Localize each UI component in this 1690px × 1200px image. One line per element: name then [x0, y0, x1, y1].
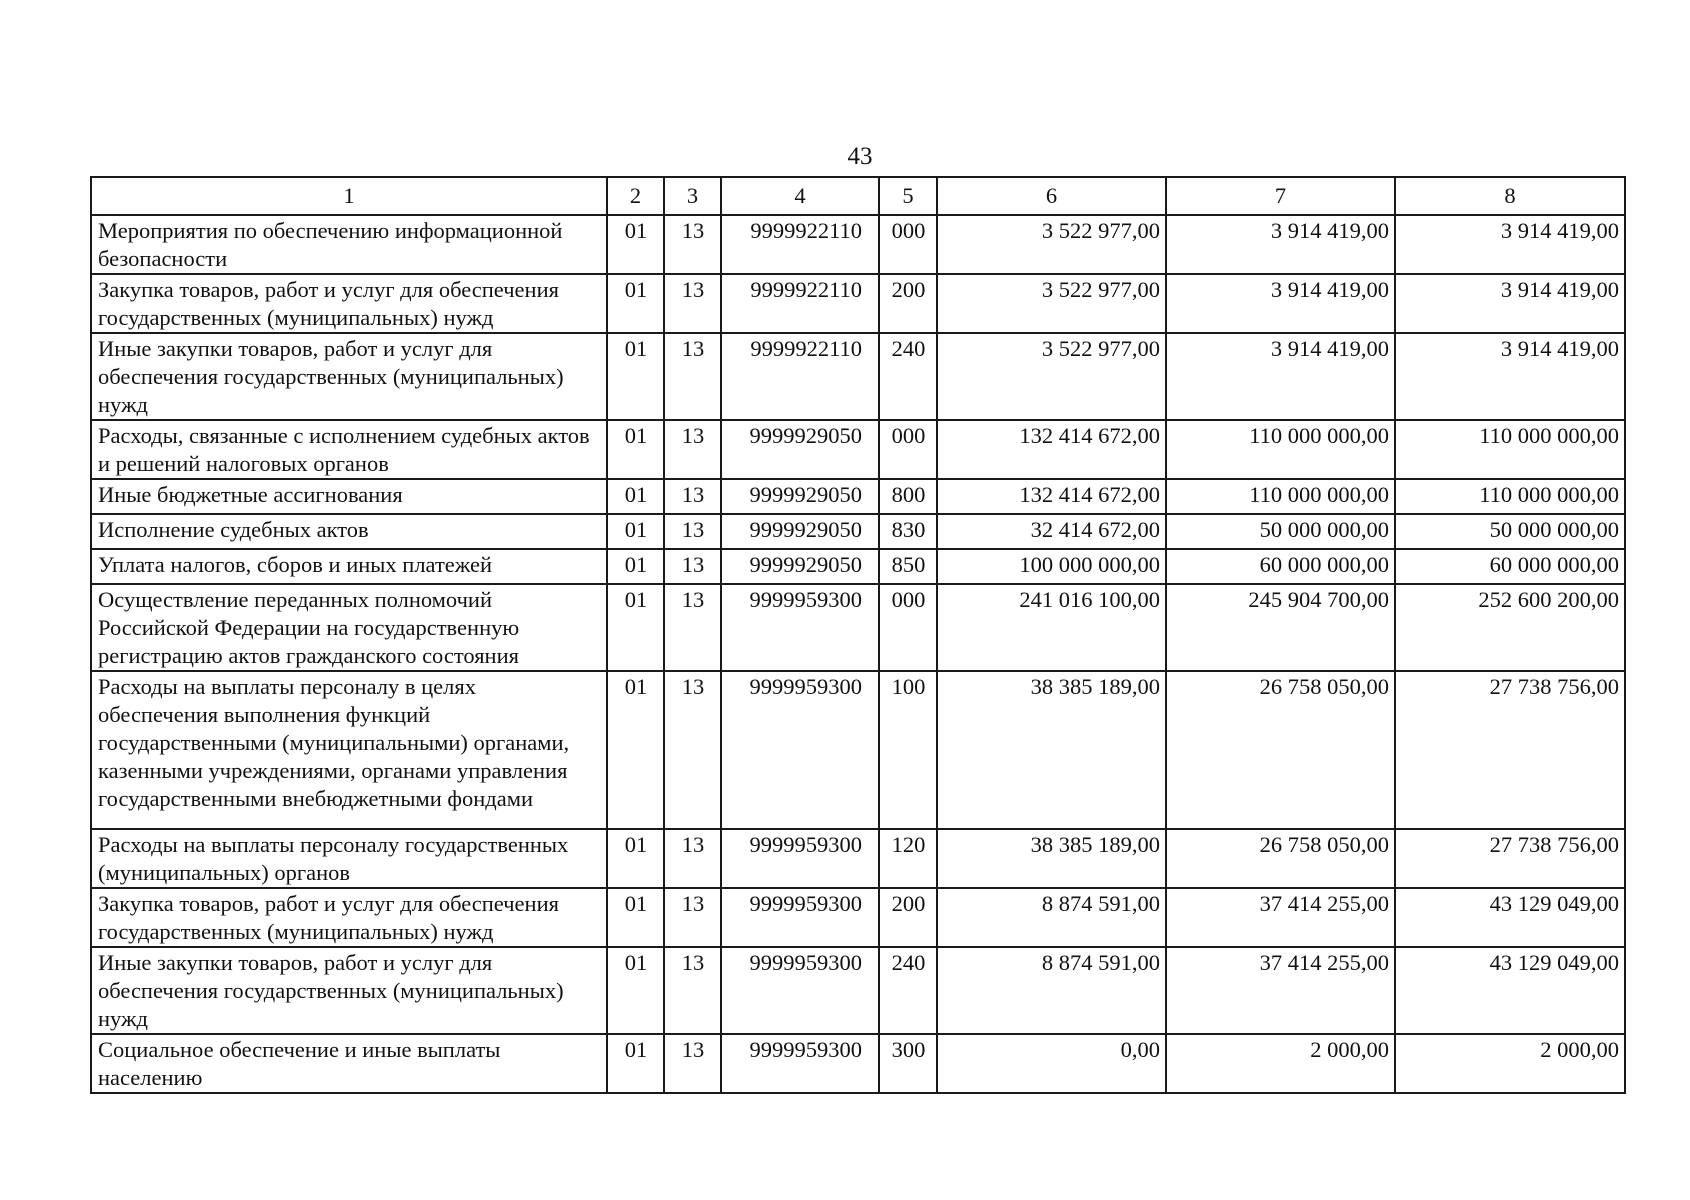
- section-code-cell: 01: [607, 671, 664, 829]
- row-name-cell: Иные закупки товаров, работ и услуг для обеспечения государственных (муниципальных) нужд: [91, 947, 607, 1034]
- expense-type-cell: 240: [879, 947, 937, 1034]
- amount-col7-cell: 26 758 050,00: [1166, 671, 1395, 829]
- section-code-cell: 01: [607, 584, 664, 671]
- target-article-cell: 9999929050: [721, 514, 879, 549]
- table-row: [91, 420, 1625, 479]
- expense-type-cell: 000: [879, 584, 937, 671]
- amount-col8-cell: 2 000,00: [1395, 1034, 1625, 1093]
- subsection-code-cell: 13: [664, 333, 721, 420]
- table-row: [91, 1034, 1625, 1093]
- expense-type-cell: 800: [879, 479, 937, 514]
- page-number: 43: [847, 143, 873, 170]
- amount-col6-cell: 32 414 672,00: [937, 514, 1166, 549]
- section-code-cell: 01: [607, 479, 664, 514]
- amount-col8-cell: 60 000 000,00: [1395, 549, 1625, 584]
- row-name-cell: Иные закупки товаров, работ и услуг для обеспечения государственных (муниципальных) нужд: [91, 333, 607, 420]
- header-cell: 5: [879, 177, 937, 215]
- amount-col8-cell: 43 129 049,00: [1395, 947, 1625, 1034]
- amount-col7-cell: 37 414 255,00: [1166, 888, 1395, 947]
- subsection-code-cell: 13: [664, 671, 721, 829]
- subsection-code-cell: 13: [664, 888, 721, 947]
- row-name-cell: Осуществление переданных полномочий Российской Федерации на государственную регистрацию актов гражданского состояния: [91, 584, 607, 671]
- amount-col6-cell: 8 874 591,00: [937, 888, 1166, 947]
- subsection-code-cell: 13: [664, 549, 721, 584]
- target-article-cell: 9999959300: [721, 584, 879, 671]
- amount-col7-cell: 245 904 700,00: [1166, 584, 1395, 671]
- row-name-cell: Закупка товаров, работ и услуг для обеспечения государственных (муниципальных) нужд: [91, 274, 607, 333]
- amount-col6-cell: 241 016 100,00: [937, 584, 1166, 671]
- amount-col6-cell: 132 414 672,00: [937, 479, 1166, 514]
- row-name-cell: Расходы на выплаты персоналу государственных (муниципальных) органов: [91, 829, 607, 888]
- expense-type-cell: 120: [879, 829, 937, 888]
- expense-type-cell: 200: [879, 274, 937, 333]
- target-article-cell: 9999959300: [721, 1034, 879, 1093]
- target-article-cell: 9999922110: [721, 215, 879, 274]
- table-header-row: [91, 177, 1625, 215]
- table-row: [91, 333, 1625, 420]
- row-name-cell: Закупка товаров, работ и услуг для обеспечения государственных (муниципальных) нужд: [91, 888, 607, 947]
- row-name-cell: Иные бюджетные ассигнования: [91, 479, 607, 514]
- expense-type-cell: 240: [879, 333, 937, 420]
- amount-col7-cell: 3 914 419,00: [1166, 215, 1395, 274]
- amount-col7-cell: 110 000 000,00: [1166, 420, 1395, 479]
- amount-col6-cell: 3 522 977,00: [937, 215, 1166, 274]
- amount-col6-cell: 8 874 591,00: [937, 947, 1166, 1034]
- target-article-cell: 9999929050: [721, 420, 879, 479]
- subsection-code-cell: 13: [664, 215, 721, 274]
- table-row: [91, 671, 1625, 829]
- table-row: [91, 829, 1625, 888]
- amount-col7-cell: 26 758 050,00: [1166, 829, 1395, 888]
- row-name-cell: Исполнение судебных актов: [91, 514, 607, 549]
- amount-col6-cell: 3 522 977,00: [937, 333, 1166, 420]
- section-code-cell: 01: [607, 888, 664, 947]
- table-row: [91, 947, 1625, 1034]
- header-cell: 1: [91, 177, 607, 215]
- expense-type-cell: 300: [879, 1034, 937, 1093]
- target-article-cell: 9999922110: [721, 333, 879, 420]
- section-code-cell: 01: [607, 333, 664, 420]
- amount-col8-cell: 110 000 000,00: [1395, 479, 1625, 514]
- amount-col8-cell: 3 914 419,00: [1395, 333, 1625, 420]
- amount-col8-cell: 110 000 000,00: [1395, 420, 1625, 479]
- header-cell: 4: [721, 177, 879, 215]
- amount-col8-cell: 27 738 756,00: [1395, 829, 1625, 888]
- amount-col6-cell: 0,00: [937, 1034, 1166, 1093]
- amount-col7-cell: 2 000,00: [1166, 1034, 1395, 1093]
- amount-col7-cell: 60 000 000,00: [1166, 549, 1395, 584]
- target-article-cell: 9999929050: [721, 479, 879, 514]
- target-article-cell: 9999959300: [721, 947, 879, 1034]
- header-cell: 8: [1395, 177, 1625, 215]
- header-cell: 3: [664, 177, 721, 215]
- table-row: [91, 549, 1625, 584]
- subsection-code-cell: 13: [664, 274, 721, 333]
- subsection-code-cell: 13: [664, 479, 721, 514]
- amount-col8-cell: 3 914 419,00: [1395, 215, 1625, 274]
- amount-col6-cell: 132 414 672,00: [937, 420, 1166, 479]
- row-name-cell: Расходы, связанные с исполнением судебных актов и решений налоговых органов: [91, 420, 607, 479]
- amount-col8-cell: 43 129 049,00: [1395, 888, 1625, 947]
- amount-col8-cell: 50 000 000,00: [1395, 514, 1625, 549]
- amount-col7-cell: 110 000 000,00: [1166, 479, 1395, 514]
- expense-type-cell: 850: [879, 549, 937, 584]
- section-code-cell: 01: [607, 420, 664, 479]
- amount-col6-cell: 3 522 977,00: [937, 274, 1166, 333]
- expense-type-cell: 200: [879, 888, 937, 947]
- amount-col6-cell: 38 385 189,00: [937, 671, 1166, 829]
- target-article-cell: 9999929050: [721, 549, 879, 584]
- section-code-cell: 01: [607, 514, 664, 549]
- section-code-cell: 01: [607, 274, 664, 333]
- expense-type-cell: 000: [879, 420, 937, 479]
- target-article-cell: 9999959300: [721, 829, 879, 888]
- amount-col7-cell: 3 914 419,00: [1166, 274, 1395, 333]
- header-cell: 7: [1166, 177, 1395, 215]
- amount-col7-cell: 3 914 419,00: [1166, 333, 1395, 420]
- amount-col7-cell: 37 414 255,00: [1166, 947, 1395, 1034]
- table-row: [91, 215, 1625, 274]
- amount-col6-cell: 38 385 189,00: [937, 829, 1166, 888]
- target-article-cell: 9999959300: [721, 888, 879, 947]
- amount-col8-cell: 3 914 419,00: [1395, 274, 1625, 333]
- expense-type-cell: 830: [879, 514, 937, 549]
- section-code-cell: 01: [607, 215, 664, 274]
- section-code-cell: 01: [607, 549, 664, 584]
- subsection-code-cell: 13: [664, 584, 721, 671]
- subsection-code-cell: 13: [664, 514, 721, 549]
- table-row: [91, 274, 1625, 333]
- subsection-code-cell: 13: [664, 420, 721, 479]
- header-cell: 2: [607, 177, 664, 215]
- header-cell: 6: [937, 177, 1166, 215]
- budget-table: [90, 176, 1626, 1094]
- amount-col7-cell: 50 000 000,00: [1166, 514, 1395, 549]
- amount-col6-cell: 100 000 000,00: [937, 549, 1166, 584]
- subsection-code-cell: 13: [664, 1034, 721, 1093]
- subsection-code-cell: 13: [664, 829, 721, 888]
- amount-col8-cell: 27 738 756,00: [1395, 671, 1625, 829]
- table-row: [91, 888, 1625, 947]
- row-name-cell: Расходы на выплаты персоналу в целях обеспечения выполнения функций государственными (муниципальными) органами, казенными учреждениями, органами управления государственными внебюджетными фондами: [91, 671, 607, 829]
- table-row: [91, 479, 1625, 514]
- table-row: [91, 584, 1625, 671]
- expense-type-cell: 000: [879, 215, 937, 274]
- row-name-cell: Мероприятия по обеспечению информационной безопасности: [91, 215, 607, 274]
- section-code-cell: 01: [607, 947, 664, 1034]
- row-name-cell: Уплата налогов, сборов и иных платежей: [91, 549, 607, 584]
- target-article-cell: 9999959300: [721, 671, 879, 829]
- expense-type-cell: 100: [879, 671, 937, 829]
- amount-col8-cell: 252 600 200,00: [1395, 584, 1625, 671]
- section-code-cell: 01: [607, 829, 664, 888]
- subsection-code-cell: 13: [664, 947, 721, 1034]
- table-row: [91, 514, 1625, 549]
- target-article-cell: 9999922110: [721, 274, 879, 333]
- section-code-cell: 01: [607, 1034, 664, 1093]
- row-name-cell: Социальное обеспечение и иные выплаты населению: [91, 1034, 607, 1093]
